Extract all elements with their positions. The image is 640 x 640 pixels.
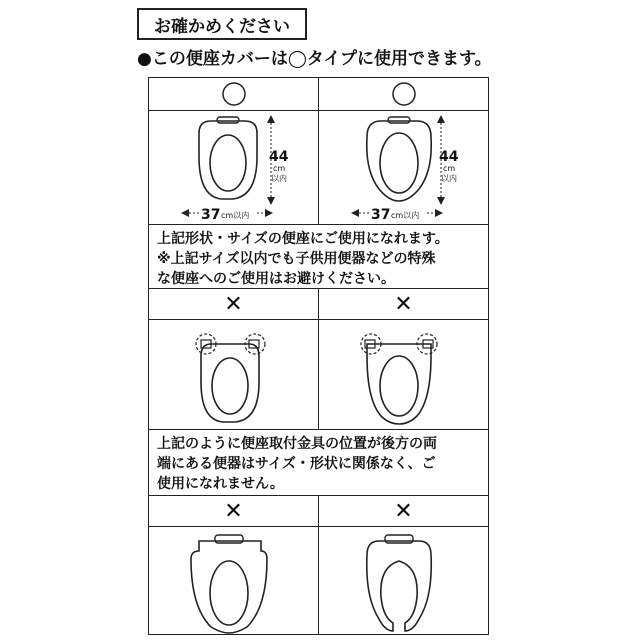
height-value: 44: [439, 149, 459, 165]
ng2-mark-right: [319, 496, 488, 526]
ok-figure-right: [319, 111, 488, 225]
height-suffix: 以内: [271, 174, 287, 183]
height-suffix: 以内: [441, 174, 457, 183]
ng-figure-right: [319, 320, 488, 430]
height-unit: cm: [273, 164, 286, 173]
ng2-figure-right: [319, 527, 488, 634]
page-title-text: お確かめください: [154, 16, 290, 37]
ok-circle-icon: [221, 81, 247, 107]
ok-section: [148, 77, 489, 225]
note-ok-line-1: 上記形状・サイズの便座にご使用になれます。: [157, 231, 449, 247]
cross-icon: ✕: [224, 498, 243, 524]
ok-circle-icon: [391, 81, 417, 107]
toilet-seat-open-front: [319, 527, 489, 634]
width-unit: cm以内: [221, 211, 250, 220]
ok-mark-right: [319, 78, 488, 110]
ng-mark-left: [149, 289, 319, 319]
note-ok: [148, 224, 489, 289]
note-ng-line-3: 使用になれません。: [157, 476, 284, 492]
note-ng-line-1: 上記のように便座取付金具の位置が後方の両: [157, 436, 437, 452]
ng-section-rear-hinge: [148, 288, 489, 430]
page-title: [137, 8, 307, 40]
width-value: 37: [371, 207, 391, 223]
width-unit: cm以内: [391, 211, 420, 220]
note-ng: [148, 429, 489, 496]
width-value: 37: [201, 207, 221, 223]
cross-icon: ✕: [224, 291, 243, 317]
ng2-mark-left: [149, 496, 319, 526]
ng-section-special: [148, 495, 489, 635]
toilet-seat-rear-hinge-round: [149, 320, 319, 430]
cross-icon: ✕: [394, 498, 413, 524]
note-ng-line-2: 端にある便器はサイズ・形状に関係なく、ご: [157, 456, 436, 472]
ng-figure-left: [149, 320, 319, 430]
intro-text: ●この便座カバーは◯タイプに使用できます。: [137, 49, 492, 69]
height-value: 44: [269, 149, 289, 165]
toilet-seat-wide-front: [149, 527, 319, 634]
ok-figure-left: [149, 111, 319, 225]
note-ok-line-3: な便座へのご使用はお避けください。: [157, 271, 395, 287]
cross-icon: ✕: [394, 291, 413, 317]
height-unit: cm: [443, 164, 456, 173]
toilet-seat-diagram-elongated: [319, 111, 489, 225]
toilet-seat-rear-hinge-elongated: [319, 320, 489, 430]
toilet-seat-diagram-round: [149, 111, 319, 225]
ng-mark-right: [319, 289, 488, 319]
note-ok-line-2: ※上記サイズ以内でも子供用便器などの特殊: [157, 251, 436, 267]
ng2-figure-left: [149, 527, 319, 634]
ok-mark-left: [149, 78, 319, 110]
